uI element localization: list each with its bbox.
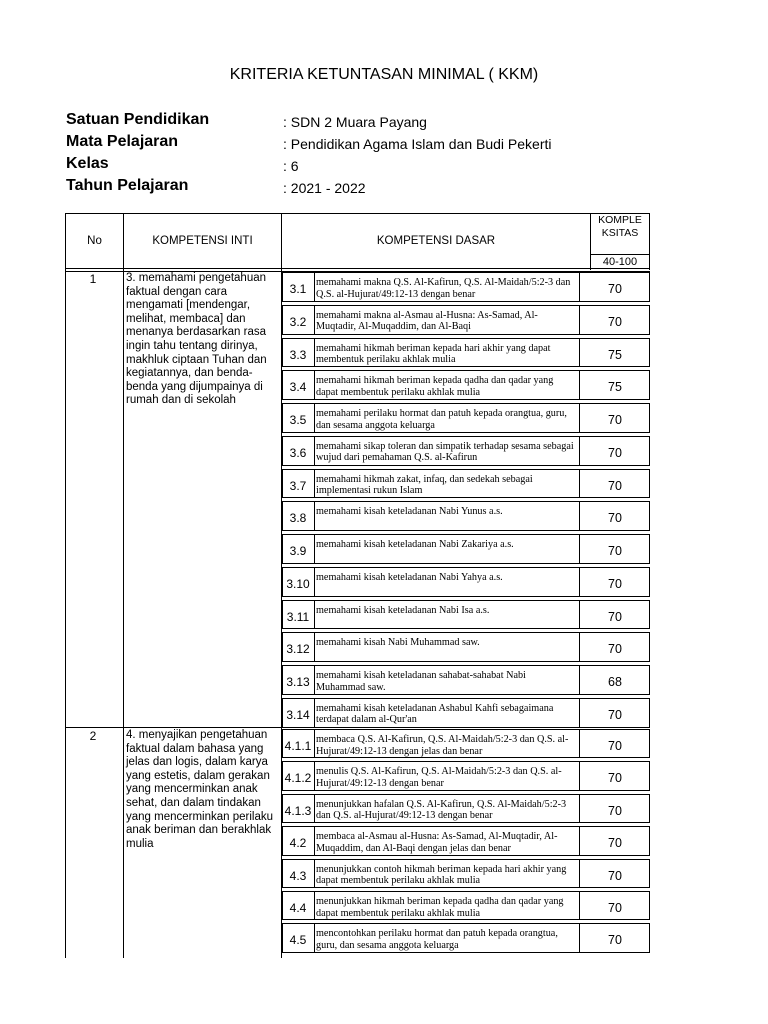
- table-right-border: [649, 213, 650, 270]
- kd-row: [282, 826, 650, 855]
- kd-row: [282, 859, 650, 888]
- kd-description: memahami hikmah zakat, infaq, dan sedekah sebagai implementasi rukun Islam: [316, 473, 533, 496]
- header-no: No: [87, 235, 102, 247]
- header-kompleksitas-2: KSITAS: [601, 227, 639, 239]
- kd-description: menunjukkan hafalan Q.S. Al-Kafirun, Q.S. Al-Maidah/5:2-3 dan Q.S. al-Hujurat/49:12-13 dengan benar: [316, 798, 567, 822]
- kd-description: membaca al-Asmau al-Husna: As-Samad, Al-Muqtadir, Al-Muqaddim, dan Al-Baqi dengan jelas dan benar: [316, 831, 558, 854]
- group-no-2: 2: [89, 729, 97, 743]
- meta-value-kelas: : 6: [283, 158, 299, 174]
- kd-description: memahami hikmah beriman kepada qadha dan qadar yang dapat membentuk perilaku akhlak mulia: [316, 375, 554, 398]
- kd-row: [282, 305, 650, 335]
- kd-row: [282, 600, 650, 630]
- kkm-value: 70: [608, 576, 622, 591]
- kd-code: 3.10: [286, 576, 310, 591]
- kd-code: 4.1.1: [284, 739, 312, 753]
- kd-description: menunjukkan hikmah beriman kepada qadha dan qadar yang dapat membentuk perilaku akhlak mulia: [316, 896, 564, 919]
- kd-description: membaca Q.S. Al-Kafirun, Q.S. Al-Maidah/5:2-3 dan Q.S. al-Hujurat/49:12-13 dengan jelas dan benar: [316, 734, 569, 757]
- kd-code: 3.11: [286, 609, 310, 624]
- ki-text-1: 3. memahami pengetahuan faktual dengan cara mengamati [mendengar, melihat, membaca] dan menanya berdasarkan rasa ingin tahu tentang dirinya, makhluk ciptaan Tuhan dan kegiatannya, dan benda-benda yang dijumpainya di rumah dan di sekolah: [126, 272, 267, 407]
- kd-row: [282, 698, 650, 728]
- kkm-value: 70: [608, 609, 622, 624]
- kd-description: memahami perilaku hormat dan patuh kepada orangtua, guru, dan sesama anggota keluarga: [316, 408, 567, 431]
- kkm-value: 70: [608, 868, 622, 883]
- kd-code: 3.8: [289, 511, 307, 526]
- kkm-value: 75: [608, 347, 622, 362]
- kd-code: 3.1: [289, 282, 307, 296]
- kd-description: memahami hikmah beriman kepada hari akhir yang dapat membentuk perilaku akhlak mulia: [316, 342, 551, 365]
- kd-row: [282, 891, 650, 920]
- meta-label-mapel: Mata Pelajaran: [66, 133, 179, 150]
- kd-row: [282, 534, 650, 564]
- kd-code: 3.7: [289, 478, 307, 493]
- header-ki: KOMPETENSI INTI: [152, 235, 253, 247]
- meta-label-tahun: Tahun Pelajaran: [66, 177, 189, 194]
- table-left-border: [65, 213, 66, 958]
- kd-code: 3.13: [286, 675, 310, 689]
- kd-description: memahami sikap toleran dan simpatik terhadap sesama sebagai wujud dari pemahaman Q.S. al-Kafirun: [316, 440, 574, 464]
- kkm-value: 70: [608, 803, 622, 818]
- kkm-value: 70: [608, 544, 622, 558]
- kd-code: 3.6: [289, 445, 307, 460]
- kd-code: 3.14: [286, 707, 310, 722]
- kkm-value: 68: [608, 675, 622, 689]
- kkm-value: 70: [608, 836, 622, 851]
- kd-code: 4.2: [289, 836, 307, 851]
- kd-row: [282, 501, 650, 531]
- group-no-1: 1: [89, 272, 97, 286]
- kd-row: [282, 469, 650, 499]
- kd-row: [282, 632, 650, 662]
- kd-description: memahami kisah keteladanan Nabi Yahya a.s.: [316, 571, 503, 583]
- kd-code: 3.4: [289, 380, 307, 395]
- kkm-value: 70: [608, 642, 622, 657]
- meta-value-mapel: : Pendidikan Agama Islam dan Budi Pekerti: [283, 136, 552, 152]
- range-divider: [590, 254, 650, 255]
- kd-code: 4.3: [289, 868, 307, 883]
- kd-code: 3.12: [286, 642, 310, 657]
- kd-code: 3.2: [289, 314, 307, 329]
- kkm-value: 70: [608, 478, 622, 493]
- group-divider: [65, 727, 282, 728]
- kd-row: [282, 923, 650, 952]
- ki-text-2: 4. menyajikan pengetahuan faktual dalam bahasa yang jelas dan logis, dalam karya yang estetis, dalam gerakan yang mencerminkan anak sehat, dan dalam tindakan yang mencerminkan perilaku anak beriman dan berakhlak mulia: [126, 729, 274, 850]
- header-kompleksitas-1: KOMPLE: [598, 214, 642, 226]
- kd-code: 4.1.2: [284, 771, 312, 786]
- kd-description: mencontohkan perilaku hormat dan patuh kepada orangtua, guru, dan sesama anggota keluarga: [316, 928, 558, 951]
- kd-row: [282, 403, 650, 433]
- kd-description: memahami kisah keteladanan Nabi Isa a.s.: [316, 604, 490, 616]
- kd-code: 3.5: [289, 413, 307, 427]
- meta-label-kelas: Kelas: [66, 155, 109, 172]
- kd-description: menulis Q.S. Al-Kafirun, Q.S. Al-Maidah/5:2-3 dan Q.S. al-Hujurat/49:12-13 dengan benar: [316, 766, 562, 789]
- header-range: 40-100: [602, 256, 638, 268]
- kd-row: [282, 665, 650, 695]
- kd-code: 3.9: [289, 544, 307, 558]
- kkm-value: 70: [608, 739, 622, 753]
- kd-description: memahami kisah keteladanan Ashabul Kahfi sebagaimana terdapat dalam al-Qur'an: [316, 702, 554, 726]
- kd-description: memahami kisah keteladanan sahabat-sahabat Nabi Muhammad saw.: [316, 670, 526, 693]
- page-title: KRITERIA KETUNTASAN MINIMAL ( KKM): [229, 66, 539, 83]
- kd-row: [282, 761, 650, 790]
- kd-description: memahami makna Q.S. Al-Kafirun, Q.S. Al-Maidah/5:2-3 dan Q.S. al-Hujurat/49:12-13 dengan benar: [316, 277, 571, 300]
- kkm-value: 75: [608, 380, 622, 395]
- kkm-value: 70: [608, 707, 622, 722]
- kkm-value: 70: [608, 933, 622, 948]
- table-top-border: [65, 213, 650, 214]
- kkm-value: 70: [608, 282, 622, 296]
- kd-code: 3.3: [289, 347, 307, 362]
- kkm-value: 70: [608, 771, 622, 786]
- kd-code: 4.1.3: [284, 803, 312, 818]
- meta-value-tahun: : 2021 - 2022: [283, 180, 366, 196]
- kd-row: [282, 370, 650, 400]
- kd-row: [282, 567, 650, 597]
- kkm-value: 70: [608, 511, 622, 526]
- kd-description: menunjukkan contoh hikmah beriman kepada hari akhir yang dapat membentuk perilaku akhlak mulia: [316, 863, 567, 887]
- header-kd: KOMPETENSI DASAR: [376, 235, 496, 247]
- meta-label-satuan: Satuan Pendidikan: [66, 111, 210, 128]
- kd-row: [282, 794, 650, 823]
- kd-code: 4.5: [289, 933, 307, 948]
- meta-value-satuan: : SDN 2 Muara Payang: [283, 114, 427, 130]
- kkm-value: 70: [608, 314, 622, 329]
- kd-description: memahami makna al-Asmau al-Husna: As-Samad, Al-Muqtadir, Al-Muqaddim, dan Al-Baqi: [316, 309, 538, 333]
- kd-description: memahami kisah keteladanan Nabi Yunus a.s.: [316, 506, 503, 518]
- kkm-value: 70: [608, 901, 622, 915]
- header-bottom-line: [65, 268, 650, 269]
- col-divider-no: [123, 213, 124, 958]
- kd-description: memahami kisah Nabi Muhammad saw.: [316, 637, 480, 649]
- kd-description: memahami kisah keteladanan Nabi Zakariya a.s.: [316, 539, 514, 550]
- kd-row: [282, 338, 650, 368]
- kd-row: [282, 729, 650, 758]
- kkm-value: 70: [608, 413, 622, 427]
- kd-code: 4.4: [289, 901, 307, 915]
- kkm-value: 70: [608, 445, 622, 460]
- kd-row: [282, 272, 650, 302]
- kd-row: [282, 436, 650, 466]
